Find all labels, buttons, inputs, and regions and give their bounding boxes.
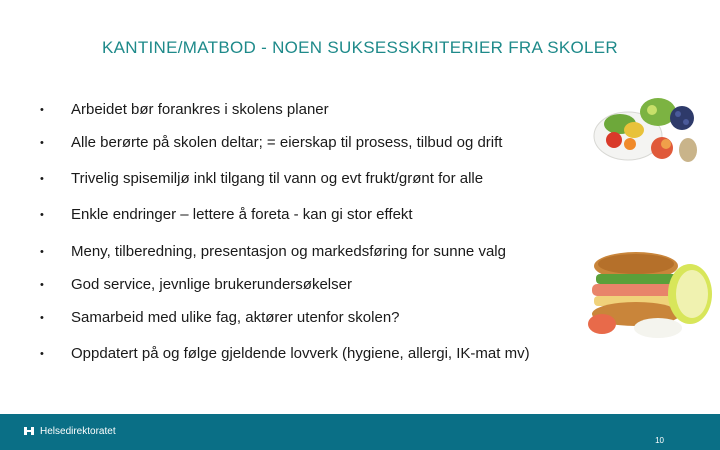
bullet-text: Meny, tilberedning, presentasjon og markedsføring for sunne valg [71, 243, 506, 260]
bullet-item [40, 242, 600, 262]
bullet-item [40, 308, 600, 328]
bullet-dot: • [40, 209, 44, 221]
logo [22, 424, 116, 438]
bullet-text: Trivelig spisemiljø inkl tilgang til vann og evt frukt/grønt for alle [71, 170, 484, 187]
logo-icon [22, 424, 36, 438]
logo-text: Helsedirektoratet [40, 425, 116, 437]
slide-title: KANTINE/MATBOD - NOEN SUKSESSKRITERIER FRA SKOLER [102, 38, 618, 57]
bullet-dot: • [40, 137, 44, 149]
bullet-text: Enkle endringer – lettere å foreta - kan gi stor effekt [71, 206, 413, 223]
bullet-text: God service, jevnlige brukerundersøkelser [71, 276, 352, 293]
bullet-item [40, 275, 600, 295]
bullet-text: Alle berørte på skolen deltar; = eierskap til prosess, tilbud og drift [71, 134, 503, 151]
bullet-item [40, 205, 600, 225]
bullet-item [40, 169, 600, 189]
bullet-dot: • [40, 279, 44, 291]
footer-bar [0, 414, 720, 450]
bullet-text: Oppdatert på og følge gjeldende lovverk (hygiene, allergi, IK-mat mv) [71, 345, 530, 362]
bullet-item [40, 133, 600, 153]
bullet-text: Arbeidet bør forankres i skolens planer [71, 101, 329, 118]
bullet-dot: • [40, 312, 44, 324]
bullet-dot: • [40, 246, 44, 258]
bullet-dot: • [40, 348, 44, 360]
food-plate-image [590, 84, 698, 174]
bullet-item [40, 100, 600, 120]
bullet-dot: • [40, 173, 44, 185]
bullet-text: Samarbeid med ulike fag, aktører utenfor skolen? [71, 309, 400, 326]
page-number: 10 [655, 436, 664, 445]
bullet-item [40, 344, 600, 364]
bullet-dot: • [40, 104, 44, 116]
sandwich-image [588, 250, 716, 348]
